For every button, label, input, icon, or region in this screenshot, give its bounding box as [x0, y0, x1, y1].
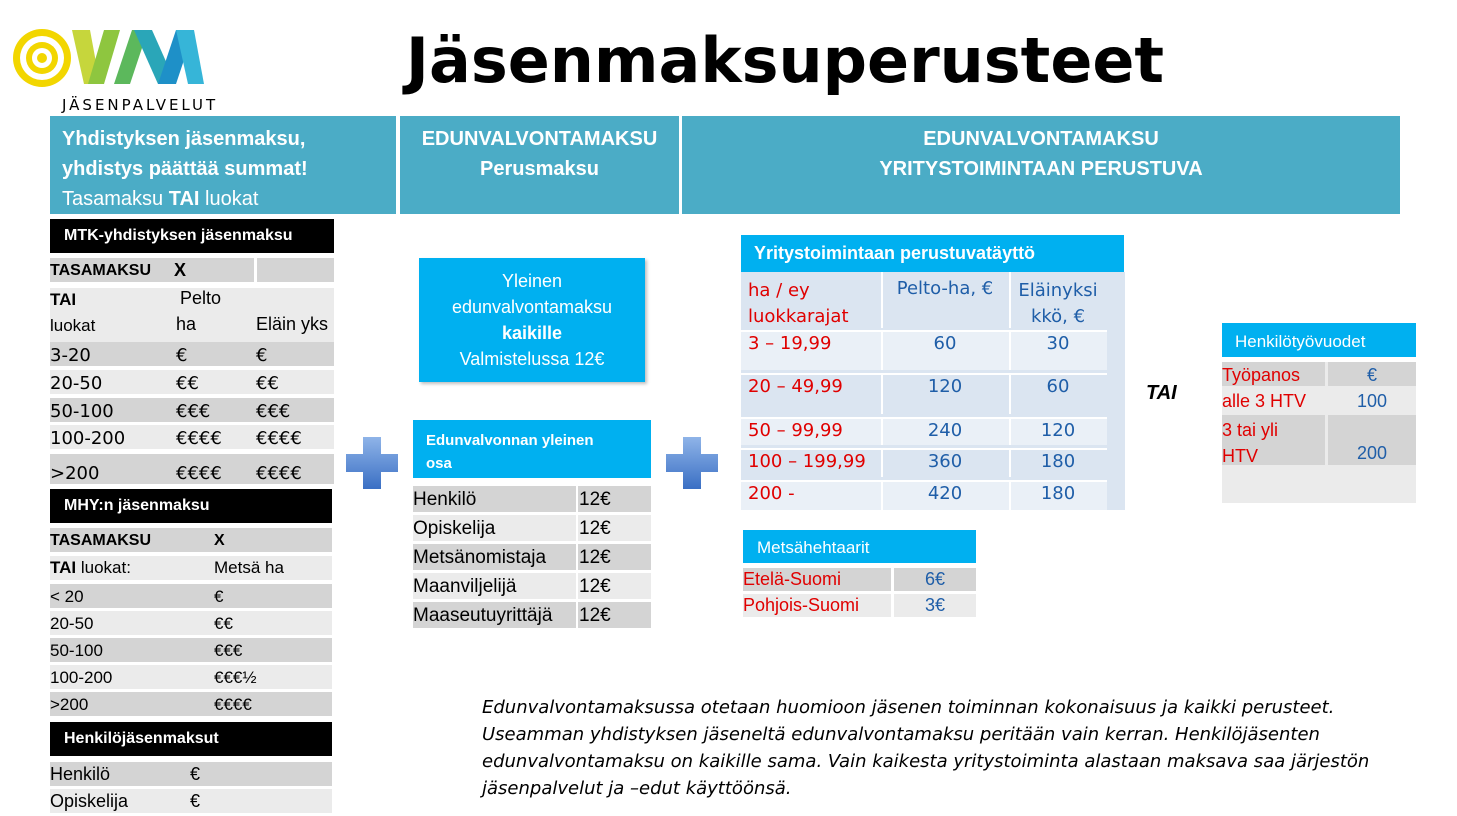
- yritys-h1a: ha / ey: [748, 280, 810, 301]
- metsa-label: Metsähehtaarit: [743, 530, 976, 563]
- mhy-tasamaksu: TASAMAKSU: [50, 532, 152, 549]
- osa-type: Metsänomistaja: [413, 547, 547, 568]
- yritys-divider: [881, 330, 883, 370]
- yritys-cell: 20 – 49,99: [748, 376, 843, 397]
- mhy-class: 100-200: [50, 668, 113, 687]
- mtk-cell: €€€€: [256, 428, 302, 449]
- osa-type: Maaseutuyrittäjä: [413, 605, 553, 626]
- header-perusmaksu: [400, 116, 679, 214]
- mhy-class: >200: [50, 695, 89, 714]
- yleinen-line1: Yleinen: [501, 271, 563, 291]
- osa-label-line1: Edunvalvonnan yleinen: [426, 432, 594, 449]
- mtk-cell: 50-100: [50, 401, 114, 422]
- osa-type: Henkilö: [413, 489, 477, 510]
- yritys-cell: 120: [927, 376, 963, 397]
- henkilo-type: Henkilö: [50, 764, 111, 784]
- yritys-cell: 100 – 199,99: [748, 451, 866, 472]
- tai-label: TAI: [1146, 382, 1177, 404]
- mhy-tai: TAI: [50, 558, 77, 577]
- mhy-class: 20-50: [50, 614, 94, 633]
- yleinen-line3: kaikille: [501, 323, 563, 343]
- header-col1-line3a: Tasamaksu: [62, 188, 169, 210]
- mtk-row: [50, 342, 334, 366]
- header-col1-line1: Yhdistyksen jäsenmaksu,: [62, 128, 306, 150]
- note-line1: Edunvalvontamaksussa otetaan huomioon jäsenen toiminnan kokonaisuus ja kaikki perusteet.: [482, 697, 1335, 718]
- yleinen-box: [419, 258, 645, 382]
- mhy-x: X: [214, 532, 225, 549]
- yritys-cell: 180: [1040, 483, 1076, 504]
- yritys-divider: [1009, 480, 1011, 510]
- htv-100: 100: [1356, 391, 1388, 411]
- yritys-divider: [881, 417, 883, 445]
- yritys-cell: 60: [1046, 376, 1070, 397]
- htv-tyopanos: Työpanos: [1222, 365, 1301, 385]
- mtk-divider: [254, 258, 257, 282]
- mtk-pelto-ha: ha: [176, 314, 197, 334]
- yritys-divider: [1009, 448, 1011, 477]
- header-col1-line2: yhdistys päättää summat!: [62, 158, 308, 180]
- note-line4: jäsenpalvelut ja –edut käyttöönsä.: [482, 778, 792, 799]
- yritys-divider: [1009, 373, 1011, 414]
- yritys-cell: 360: [927, 451, 963, 472]
- mhy-row: [50, 692, 332, 716]
- henkilo-label: Henkilöjäsenmaksut: [50, 722, 332, 756]
- henkilo-value: €: [190, 764, 201, 784]
- mhy-luokat: luokat:: [76, 558, 131, 577]
- mtk-cell: €€€: [176, 401, 211, 422]
- yritys-cell: 200 -: [748, 483, 795, 504]
- mtk-cell: €€€: [256, 401, 291, 422]
- metsa-region: Etelä-Suomi: [743, 569, 842, 589]
- yritys-label: Yritystoimintaan perustuvatäyttö: [741, 235, 1124, 272]
- yritys-h1b: luokkarajat: [748, 306, 849, 327]
- htv-200: 200: [1356, 443, 1388, 463]
- header-col3-line1: EDUNVALVONTAMAKSU: [923, 128, 1159, 150]
- htv-htv: HTV: [1222, 446, 1258, 466]
- yritys-cell: 3 – 19,99: [748, 333, 832, 354]
- yritys-divider: [881, 373, 883, 414]
- mtk-tai: TAI: [50, 290, 77, 309]
- osa-label-line2: osa: [426, 455, 452, 472]
- yritys-cell: 50 – 99,99: [748, 420, 843, 441]
- yritys-divider: [1009, 330, 1011, 370]
- mtk-cell: 3-20: [50, 345, 91, 366]
- htv-table: [1222, 362, 1416, 503]
- mhy-value: €€€: [214, 641, 243, 660]
- header-yhdistys: [50, 116, 396, 214]
- mhy-value: €€€€: [214, 695, 252, 714]
- osa-table: [413, 486, 651, 636]
- header-col3-line2: YRITYSTOIMINTAAN PERUSTUVA: [879, 158, 1203, 180]
- mtk-cell: 20-50: [50, 373, 103, 394]
- mhy-value: €€€½: [214, 668, 257, 687]
- mtk-cell: €€€€: [176, 463, 222, 484]
- header-yritystoiminta: [682, 116, 1400, 214]
- mtk-label: MTK-yhdistyksen jäsenmaksu: [50, 219, 334, 253]
- mtk-luokat: luokat: [50, 316, 96, 335]
- mtk-cell: >200: [50, 463, 100, 484]
- mhy-row: [50, 584, 332, 608]
- yleinen-line4: Valmistelussa 12€: [459, 349, 605, 369]
- mhy-value: €€: [214, 614, 233, 633]
- metsa-table: [743, 568, 976, 620]
- htv-3taiyli: 3 tai yli: [1222, 420, 1279, 440]
- yritys-cell: 60: [933, 333, 957, 354]
- mhy-value: €: [214, 587, 224, 606]
- osa-value: 12€: [579, 576, 611, 597]
- mtk-tasamaksu: TASAMAKSU: [50, 262, 152, 279]
- osa-type: Maanviljelijä: [413, 576, 517, 597]
- mhy-label: MHY:n jäsenmaksu: [50, 489, 332, 523]
- mhy-class: < 20: [50, 587, 84, 606]
- plus-icon: [666, 437, 718, 489]
- yritys-h3b: kkö, €: [1030, 306, 1086, 327]
- mhy-table: [50, 528, 332, 718]
- metsa-value: 6€: [924, 569, 946, 589]
- mtk-cell: €€: [256, 373, 279, 394]
- yritys-cell: 240: [927, 420, 963, 441]
- header-col2-line2: Perusmaksu: [480, 158, 599, 180]
- mtk-cell: €€: [176, 373, 199, 394]
- yritys-h3a: Eläinyksi: [1018, 280, 1098, 301]
- header-col2-line1: EDUNVALVONTAMAKSU: [421, 128, 658, 150]
- henkilo-value: €: [190, 791, 201, 811]
- yritys-h2: Pelto-ha, €: [896, 278, 994, 299]
- henkilo-type: Opiskelija: [50, 791, 129, 811]
- mtk-cell: €€€€: [256, 463, 302, 484]
- yritys-header: [741, 272, 1107, 328]
- metsa-value: 3€: [924, 595, 946, 615]
- header-col1-line3b: TAI: [168, 188, 200, 210]
- mhy-metsa-ha: Metsä ha: [214, 558, 284, 577]
- yritys-cell: 30: [1046, 333, 1070, 354]
- yritys-table: [741, 272, 1125, 510]
- note-line2: Useamman yhdistyksen jäseneltä edunvalvontamaksu peritään vain kerran. Henkilöjäsenten: [482, 724, 1320, 745]
- osa-value: 12€: [579, 605, 611, 626]
- osa-type: Opiskelija: [413, 518, 496, 539]
- henkilo-table: [50, 762, 332, 816]
- yritys-cell: 120: [1040, 420, 1076, 441]
- yritys-divider: [1009, 417, 1011, 445]
- osa-label: [413, 420, 651, 478]
- header-col1-line3c: luokat: [199, 188, 259, 210]
- mtk-cell: €: [176, 345, 188, 366]
- htv-label: Henkilötyövuodet: [1222, 323, 1416, 357]
- yritys-divider: [881, 480, 883, 510]
- osa-value: 12€: [579, 518, 611, 539]
- mtk-pelto: Pelto: [180, 288, 222, 308]
- mtk-cell: 100-200: [50, 428, 126, 449]
- osa-value: 12€: [579, 489, 611, 510]
- mtk-x: X: [174, 260, 187, 280]
- htv-euro: €: [1366, 365, 1377, 385]
- page-title: Jäsenmaksuperusteet: [405, 24, 1165, 97]
- yritys-divider: [881, 448, 883, 477]
- note-line3: edunvalvontamaksu on kaikille sama. Vain kaikesta yritystoiminta alastaan maksava saa järjestön: [482, 751, 1370, 772]
- metsa-region: Pohjois-Suomi: [743, 595, 860, 615]
- mtk-elain: Eläin yks: [256, 314, 329, 334]
- logo-subtitle: JÄSENPALVELUT: [62, 96, 219, 114]
- mhy-class: 50-100: [50, 641, 103, 660]
- footnote: [482, 694, 1382, 802]
- yritys-cell: 420: [927, 483, 963, 504]
- htv-alle3: alle 3 HTV: [1222, 391, 1307, 411]
- mtk-cell: €€€€: [176, 428, 222, 449]
- mtk-cell: €: [256, 345, 268, 366]
- yleinen-line2: edunvalvontamaksu: [451, 297, 613, 317]
- osa-value: 12€: [579, 547, 611, 568]
- plus-icon: [346, 437, 398, 489]
- yritys-cell: 180: [1040, 451, 1076, 472]
